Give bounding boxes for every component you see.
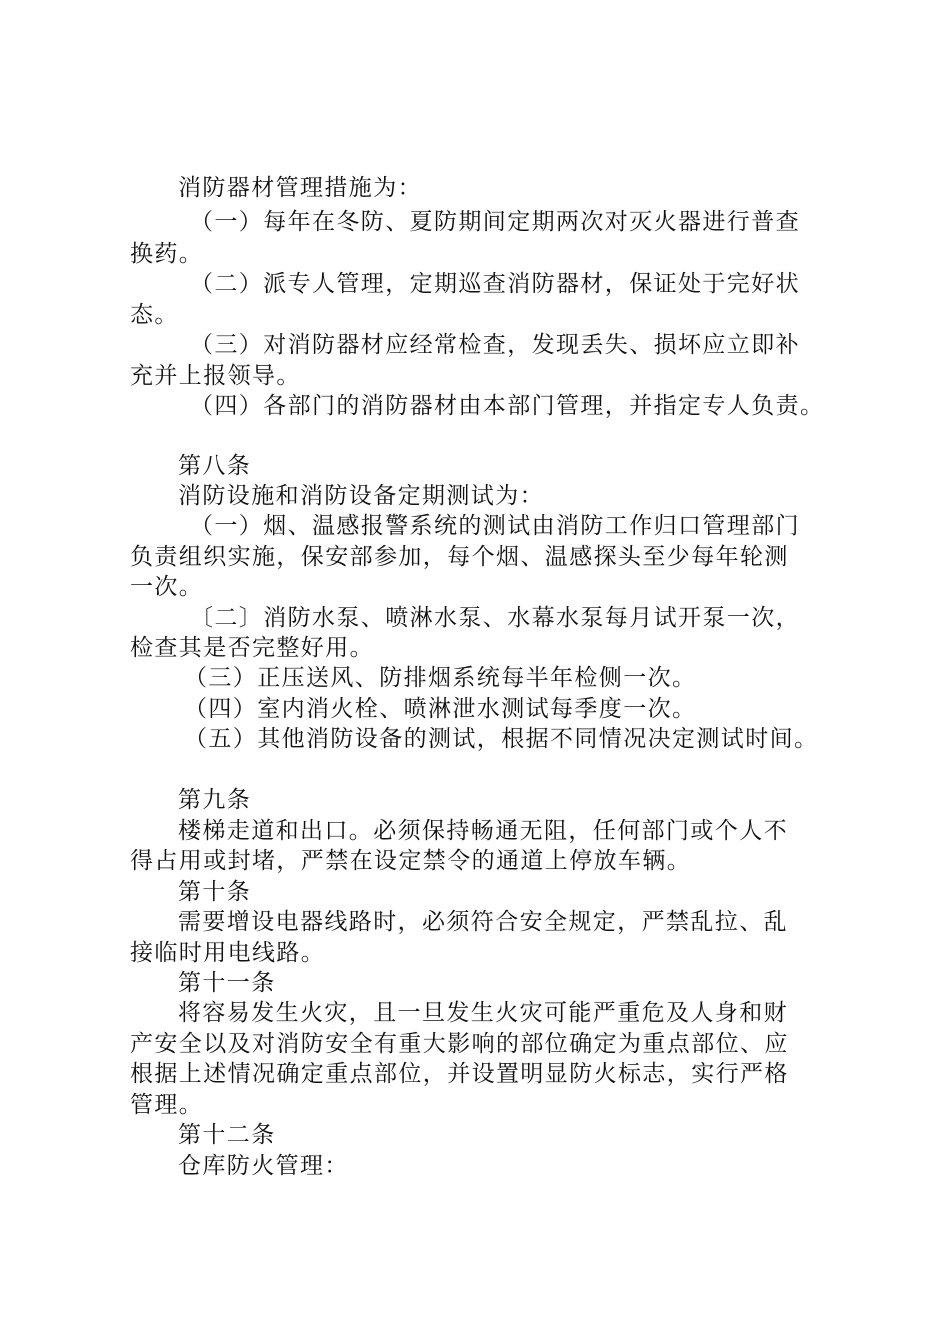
paragraph-line: 楼梯走道和出口。必须保持畅通无阻，任何部门或个人不 [178, 818, 788, 844]
list-item-line: （三）正压送风、防排烟系统每半年检侧一次。 [184, 665, 697, 691]
paragraph-line: 接临时用电线路。 [130, 940, 326, 966]
paragraph-line: 态。 [130, 302, 179, 328]
article-heading: 第十一条 [178, 970, 276, 996]
paragraph-line: 将容易发生火灾，且一旦发生火灾可能严重危及人身和财 [178, 1000, 788, 1026]
paragraph-line: 换药。 [130, 241, 204, 267]
paragraph-line: 管理。 [130, 1092, 204, 1118]
paragraph-line: 消防器材管理措施为： [178, 175, 422, 201]
article-heading: 第十二条 [178, 1122, 276, 1148]
list-item-line: （四）各部门的消防器材由本部门管理，并指定专人负责。 [190, 393, 825, 419]
paragraph-line: 得占用或封堵，严禁在设定禁令的通道上停放车辆。 [130, 848, 692, 874]
article-heading: 第九条 [178, 787, 252, 813]
paragraph-line: 产安全以及对消防安全有重大影响的部位确定为重点部位、应 [130, 1031, 789, 1057]
list-item-line: （一）每年在冬防、夏防期间定期两次对灭火器进行普查 [190, 209, 800, 235]
paragraph-line: 一次。 [130, 574, 204, 600]
list-item-line: 〔二〕消防水泵、喷淋水泵、水幕水泵每月试开泵一次， [190, 605, 800, 631]
list-item-line: （一）烟、温感报警系统的测试由消防工作归口管理部门 [190, 513, 800, 539]
paragraph-line: 充并上报领导。 [130, 363, 301, 389]
paragraph-line: 仓库防火管理： [178, 1153, 349, 1179]
paragraph-line: 负责组织实施，保安部参加，每个烟、温感探头至少每年轮测 [130, 544, 789, 570]
paragraph-line: 需要增设电器线路时，必须符合安全规定，严禁乱拉、乱 [178, 909, 788, 935]
article-heading: 第八条 [178, 453, 252, 479]
list-item-line: （二）派专人管理，定期巡查消防器材，保证处于完好状 [190, 271, 800, 297]
list-item-line: （五）其他消防设备的测试，根据不同情况决定测试时间。 [184, 726, 819, 752]
paragraph-line: 检查其是否完整好用。 [130, 635, 374, 661]
list-item-line: （四）室内消火栓、喷淋泄水测试每季度一次。 [184, 696, 697, 722]
paragraph-line: 根据上述情况确定重点部位，并设置明显防火标志，实行严格 [130, 1061, 789, 1087]
paragraph-line: 消防设施和消防设备定期测试为： [178, 483, 544, 509]
list-item-line: （三）对消防器材应经常检查，发现丢失、损坏应立即补 [190, 332, 800, 358]
article-heading: 第十条 [178, 879, 252, 905]
